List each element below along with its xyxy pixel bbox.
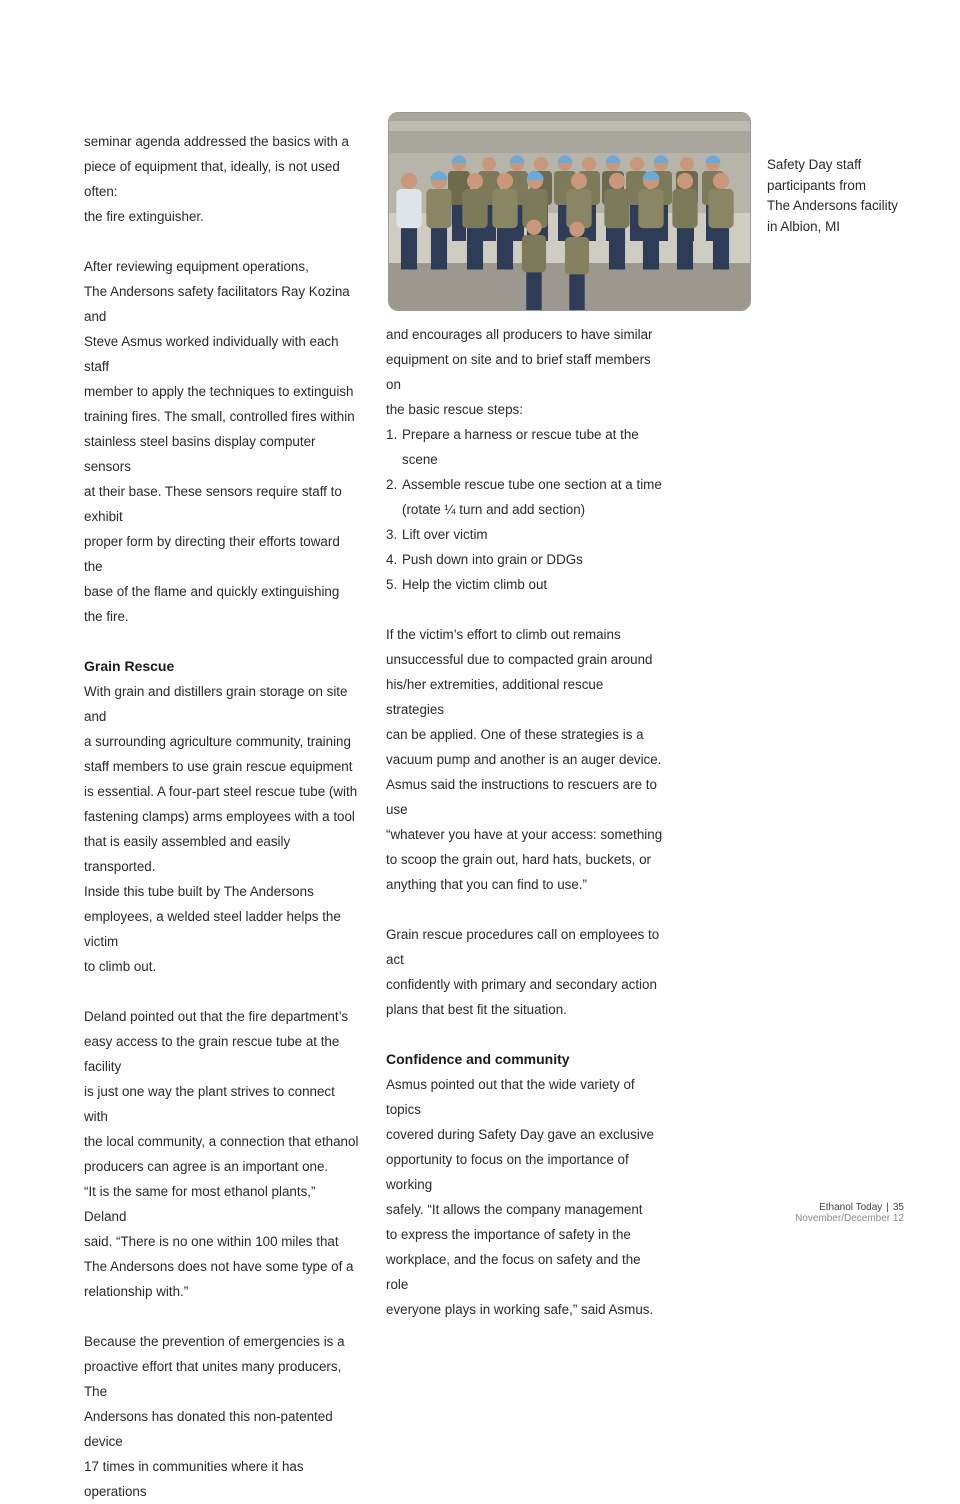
paragraph-safety-day: Asmus pointed out that the wide variety of topics covered during Safety Day gave an exclusive opportunity to focus on the importance of working safely. “It allows the company management to express the importance of safety in the workplace, and the focus on safety and the role everyone plays in working safe,” said Asmus. <box>386 1077 654 1317</box>
rescue-step: 2. Assemble rescue tube one section at a time <box>386 477 662 492</box>
heading-grain-rescue: Grain Rescue <box>84 658 175 674</box>
article-column-left <box>84 129 360 1504</box>
page-footer: Ethanol Today | 35 November/December 12 <box>795 1202 904 1224</box>
paragraph-grain-rescue: With grain and distillers grain storage on site and a surrounding agriculture community, training staff members to use grain rescue equipment is essential. A four-part steel rescue tube (with fastening clamps) arms employees with a tool that is easily assembled and easily transported. Inside this tube built by The Andersons employees, a welded steel ladder helps the victim to climb out. <box>84 684 358 974</box>
paragraph-victim-effort: If the victim’s effort to climb out remains unsuccessful due to compacted grain around his/her extremities, additional rescue strategies can be applied. One of these strategies is a vacuum pump and another is an auger device. Asmus said the instructions to rescuers are to use “whatever you have at your access: something to scoop the grain out, hard hats, buckets, or anything that you can find to use.” <box>386 627 663 892</box>
rescue-steps-list <box>386 422 664 597</box>
rescue-step: 1. Prepare a harness or rescue tube at the scene <box>386 427 639 467</box>
article-column-right <box>386 322 664 1322</box>
rescue-step-continuation: (rotate ¼ turn and add section) <box>402 502 586 517</box>
photo-caption: Safety Day staff participants from The Andersons facility in Albion, MI <box>767 157 898 234</box>
paragraph-extinguisher: seminar agenda addressed the basics with a piece of equipment that, ideally, is not used often: the fire extinguisher. <box>84 134 349 224</box>
staff-group-photo <box>388 112 751 311</box>
heading-confidence-community: Confidence and community <box>386 1051 570 1067</box>
rescue-step: 5. Help the victim climb out <box>386 577 548 592</box>
issue-date: November/December 12 <box>795 1213 904 1224</box>
paragraph-procedures: Grain rescue procedures call on employees to act confidently with primary and secondary action plans that best fit the situation. <box>386 927 660 1017</box>
paragraph-encourages: and encourages all producers to have similar equipment on site and to brief staff members on the basic rescue steps: <box>386 327 653 417</box>
rescue-step: 3. Lift over victim <box>386 527 488 542</box>
group-photo-illustration <box>389 113 750 310</box>
paragraph-community: Deland pointed out that the fire department’s easy access to the grain rescue tube at the facility is just one way the plant strives to connect with the local community, a connection that ethanol producers can agree is an important one. “It is the same for most ethanol plants,” Deland said. “There is no one within 100 miles that The Andersons does not have some type of a relationship with.” <box>84 1009 359 1299</box>
publication-name: Ethanol Today <box>819 1202 883 1213</box>
page-number: 35 <box>892 1202 904 1213</box>
rescue-step: 4. Push down into grain or DDGs <box>386 552 583 567</box>
paragraph-donation: Because the prevention of emergencies is a proactive effort that unites many producers, The Andersons has donated this non-patented device 17 times in communities where it has operations <box>84 1334 345 1499</box>
paragraph-training-fires: After reviewing equipment operations, The Andersons safety facilitators Ray Kozina and Steve Asmus worked individually with each staff member to apply the techniques to extinguish training fires. The small, controlled fires within stainless steel basins display computer sensors at their base. These sensors require staff to exhibit proper form by directing their efforts toward the base of the flame and quickly extinguishing the fire. <box>84 259 355 624</box>
